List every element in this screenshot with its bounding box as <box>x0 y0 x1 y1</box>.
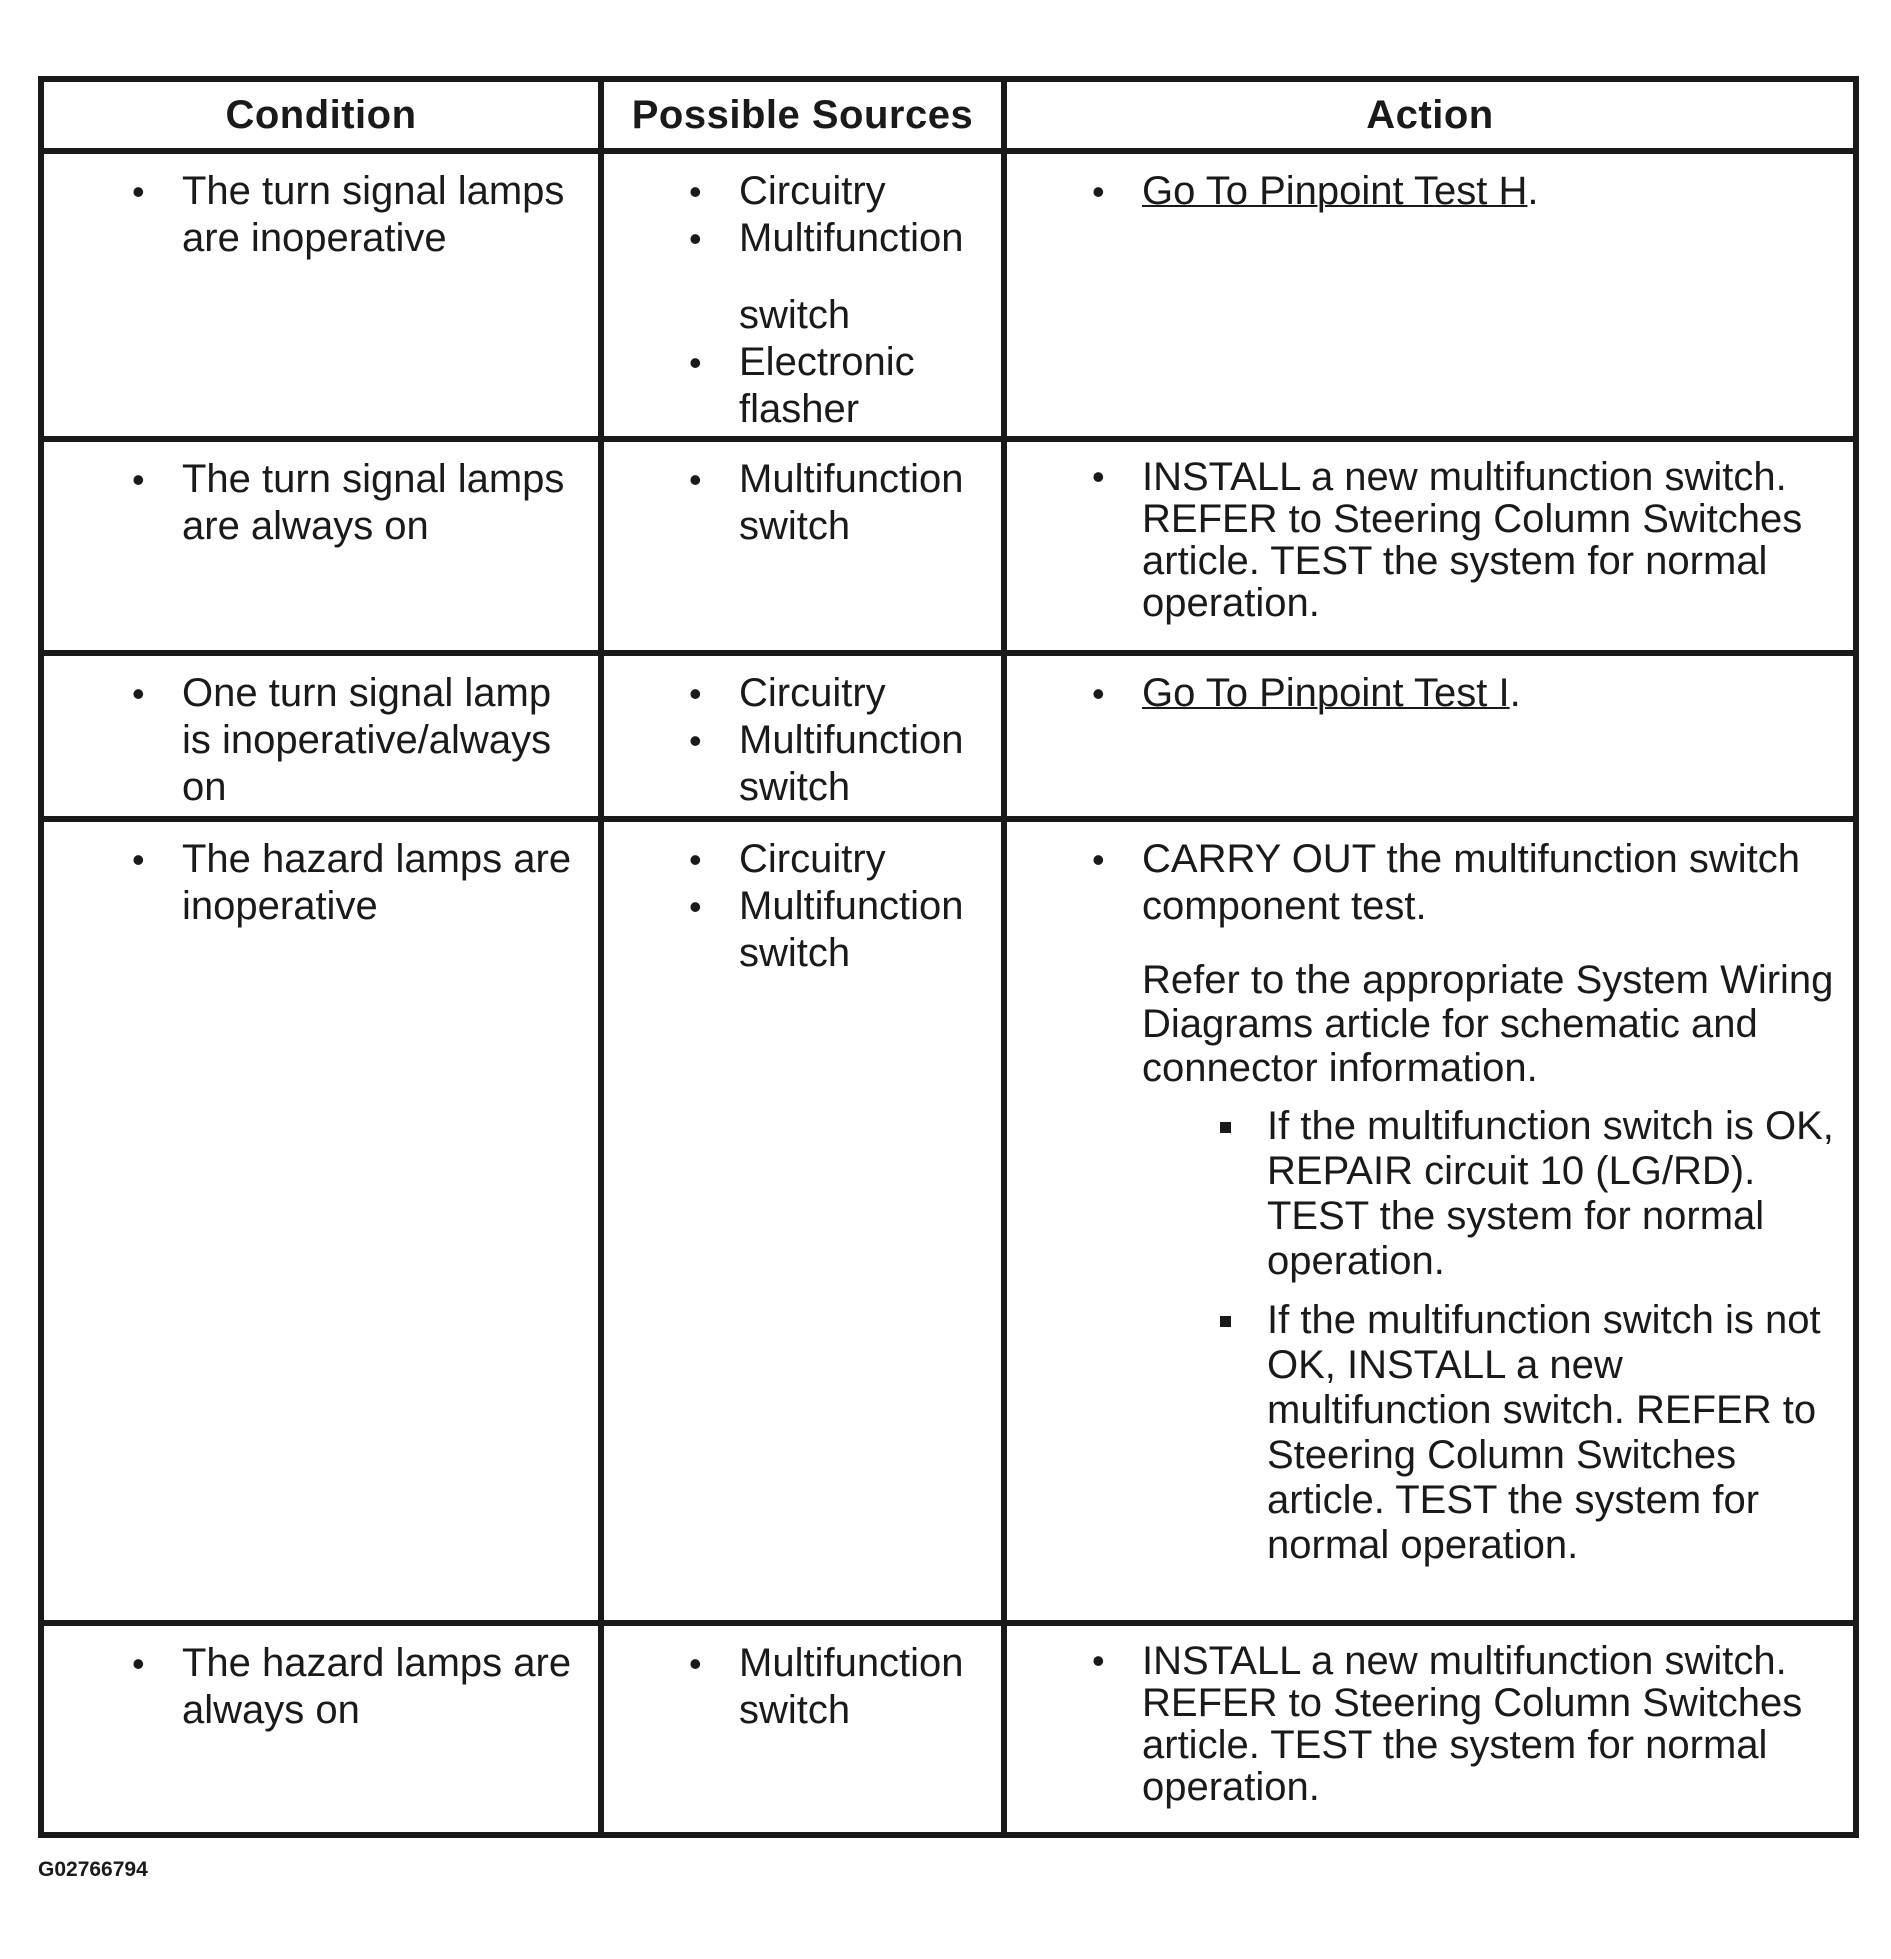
header-action: Action <box>1004 79 1856 151</box>
action-subitem: If the multifunction switch is not OK, INSTALL a new multifunction switch. REFER to Steering Column Switches article. TEST the system for normal operation. <box>1267 1298 1841 1568</box>
sources-cell <box>601 439 1004 653</box>
sources-cell <box>601 653 1004 819</box>
source-text: switch <box>739 293 851 337</box>
pinpoint-test-h-link[interactable]: Go To Pinpoint Test H <box>1142 169 1528 213</box>
source-item: • Circuitry <box>739 836 989 883</box>
action-item <box>1142 836 1841 1568</box>
source-item: • Multifunction switch <box>739 1640 989 1734</box>
source-item: • Electronic flasher <box>739 339 989 433</box>
action-subitem: If the multifunction switch is OK, REPAIR circuit 10 (LG/RD). TEST the system for normal operation. <box>1267 1104 1841 1284</box>
action-item <box>1142 168 1841 215</box>
table-row <box>41 151 1856 439</box>
sources-cell <box>601 1623 1004 1835</box>
source-item: • Circuitry <box>739 670 989 717</box>
action-text: • CARRY OUT the multifunction switch component test. <box>1142 837 1801 928</box>
action-cell <box>1004 151 1856 439</box>
condition-text: • The turn signal lamps are inoperative <box>182 168 582 262</box>
source-item: • Multifunction switch <box>739 717 989 811</box>
figure-id: G02766794 <box>38 1858 148 1881</box>
condition-text: • The hazard lamps are inoperative <box>182 836 582 930</box>
sources-cell <box>601 151 1004 439</box>
action-text: • INSTALL a new multifunction switch. REFER to Steering Column Switches article. TEST the system for normal operation. <box>1142 456 1841 624</box>
header-row <box>41 79 1856 151</box>
table-row <box>41 819 1856 1623</box>
action-cell <box>1004 439 1856 653</box>
source-text: Multifunction <box>739 216 964 260</box>
action-text: • INSTALL a new multifunction switch. REFER to Steering Column Switches article. TEST the system for normal operation. <box>1142 1640 1841 1808</box>
action-item <box>1142 670 1841 717</box>
table-row <box>41 439 1856 653</box>
source-item <box>739 215 989 339</box>
source-item: • Multifunction switch <box>739 883 989 977</box>
condition-cell <box>41 819 601 1623</box>
condition-cell <box>41 151 601 439</box>
action-subitems <box>1142 1104 1841 1568</box>
header-possible-sources: Possible Sources <box>601 79 1004 151</box>
action-cell <box>1004 1623 1856 1835</box>
action-cell <box>1004 819 1856 1623</box>
condition-cell <box>41 653 601 819</box>
source-item: • Circuitry <box>739 168 989 215</box>
condition-text: • The hazard lamps are always on <box>182 1640 582 1734</box>
header-condition: Condition <box>41 79 601 151</box>
condition-text: • One turn signal lamp is inoperative/always on <box>182 670 582 811</box>
sources-cell <box>601 819 1004 1623</box>
condition-cell <box>41 1623 601 1835</box>
pinpoint-test-i-link[interactable]: Go To Pinpoint Test I <box>1142 671 1510 715</box>
source-item: • Multifunction switch <box>739 456 989 550</box>
table-row <box>41 653 1856 819</box>
condition-cell <box>41 439 601 653</box>
action-suffix: . <box>1527 169 1539 213</box>
table-row <box>41 1623 1856 1835</box>
action-note: Refer to the appropriate System Wiring Diagrams article for schematic and connector information. <box>1142 958 1834 1090</box>
condition-text: • The turn signal lamps are always on <box>182 456 582 550</box>
diagnosis-table <box>38 76 1859 1838</box>
action-suffix: . <box>1509 671 1521 715</box>
action-cell <box>1004 653 1856 819</box>
